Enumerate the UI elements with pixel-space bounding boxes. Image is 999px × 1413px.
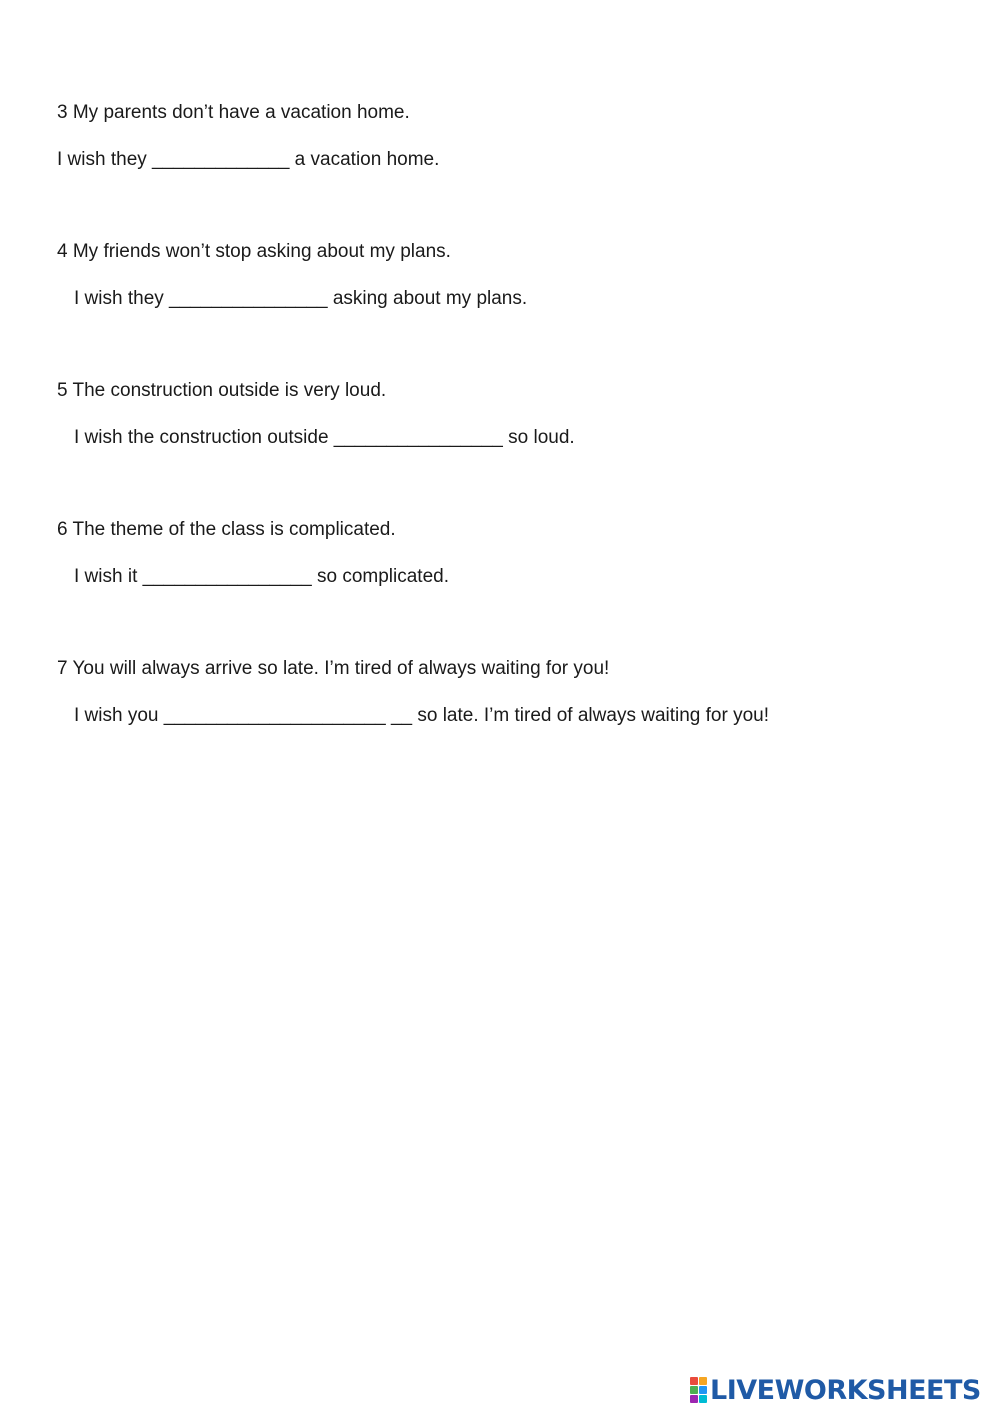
question-5-prompt: 5 The construction outside is very loud. (57, 380, 387, 401)
logo-square (699, 1386, 707, 1394)
logo-square (699, 1395, 707, 1403)
logo-square (690, 1386, 698, 1394)
liveworksheets-logo-icon (690, 1377, 707, 1403)
question-3-prompt: 3 My parents don’t have a vacation home. (57, 102, 410, 123)
liveworksheets-wordmark: LIVEWORKSHEETS (710, 1374, 981, 1406)
question-5-answer-line: I wish the construction outside ________________ so loud. (74, 427, 575, 448)
question-7-answer-line: I wish you _____________________ __ so late. I’m tired of always waiting for you! (74, 705, 770, 726)
question-6-answer-line: I wish it ________________ so complicated. (74, 566, 449, 587)
question-3-answer-line: I wish they _____________ a vacation home. (57, 149, 440, 170)
question-7-prompt: 7 You will always arrive so late. I’m tired of always waiting for you! (57, 658, 610, 679)
logo-square (690, 1377, 698, 1385)
logo-square (699, 1377, 707, 1385)
liveworksheets-logo[interactable] (690, 1372, 981, 1408)
question-4-prompt: 4 My friends won’t stop asking about my plans. (57, 241, 451, 262)
question-4-answer-line: I wish they _______________ asking about my plans. (74, 288, 528, 309)
logo-square (690, 1395, 698, 1403)
question-6-prompt: 6 The theme of the class is complicated. (57, 519, 396, 540)
